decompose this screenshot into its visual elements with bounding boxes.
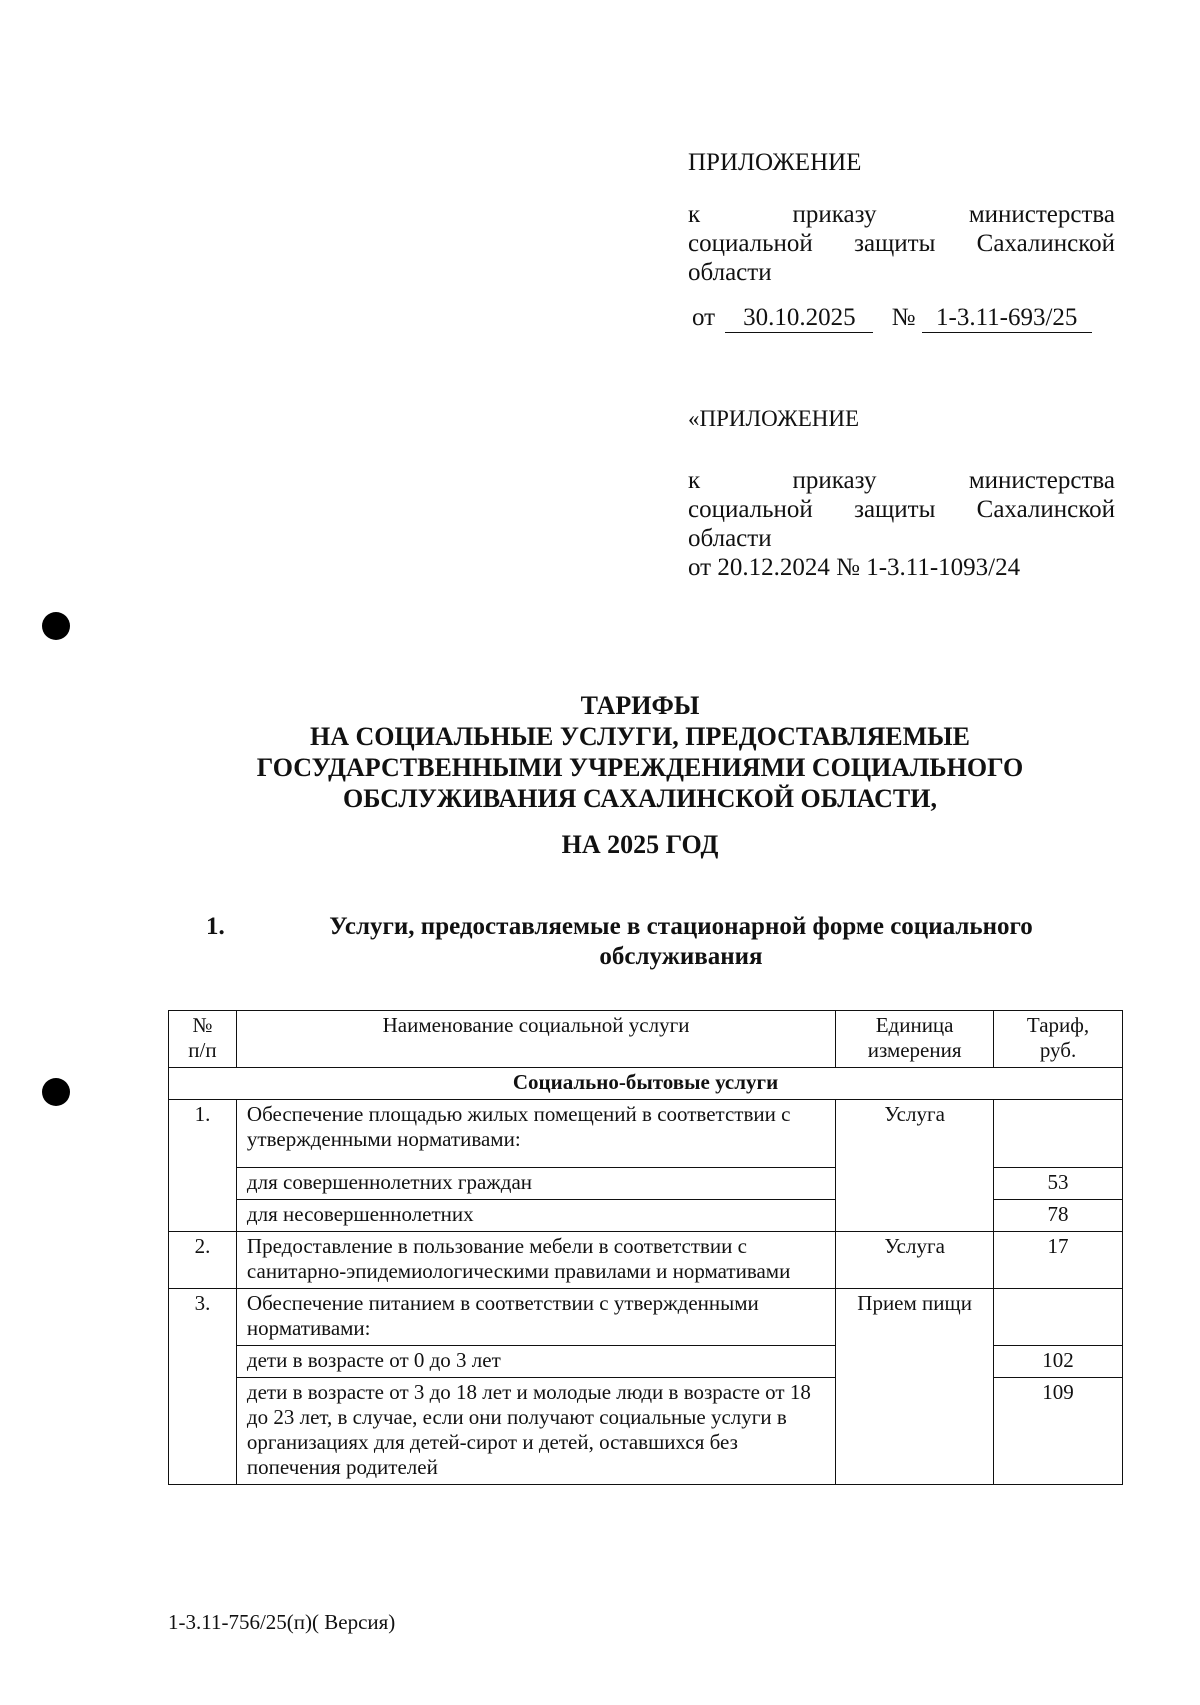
header-text: Единица xyxy=(875,1013,954,1037)
order-date: 30.10.2025 xyxy=(725,303,873,333)
word: министерства xyxy=(968,201,1115,228)
subrow-tariff: 109 xyxy=(994,1378,1123,1485)
annex-current-line3: области xyxy=(688,259,772,286)
document-footer-id: 1-3.11-756/25(п)( Версия) xyxy=(168,1610,396,1634)
header-text: п/п xyxy=(188,1038,217,1062)
row-service-name: Обеспечение площадью жилых помещений в соответствии с утвержденными нормативами: xyxy=(236,1100,835,1168)
subrow-service-name: дети в возрасте от 3 до 18 лет и молодые люди в возрасте от 18 до 23 лет, в случае, если они получают социальные услуги в организациях для детей-сирот и детей, оставшихся без попечения родителей xyxy=(236,1378,835,1485)
tariffs-table xyxy=(168,1010,1123,1485)
header-unit xyxy=(836,1011,994,1068)
row-tariff-empty xyxy=(994,1100,1123,1168)
section-title-line: обслуживания xyxy=(599,943,763,970)
word: социальной xyxy=(688,230,813,257)
group-row xyxy=(169,1068,1123,1100)
section-title xyxy=(276,912,1086,972)
header-tariff xyxy=(994,1011,1123,1068)
word: к xyxy=(688,467,701,494)
table-row xyxy=(169,1232,1123,1289)
title-line: ТАРИФЫ xyxy=(580,691,700,720)
subrow-tariff: 53 xyxy=(994,1168,1123,1200)
title-line: ОБСЛУЖИВАНИЯ САХАЛИНСКОЙ ОБЛАСТИ, xyxy=(343,784,937,813)
header-text: измерения xyxy=(867,1038,962,1062)
number-prefix: № xyxy=(891,304,916,331)
word: защиты xyxy=(854,496,936,523)
word: Сахалинской xyxy=(976,496,1115,523)
annex-current-block xyxy=(688,148,1115,333)
word: министерства xyxy=(968,467,1115,494)
row-unit: Услуга xyxy=(836,1232,994,1289)
title-line: НА СОЦИАЛЬНЫЕ УСЛУГИ, ПРЕДОСТАВЛЯЕМЫЕ xyxy=(309,722,971,751)
order-number: 1-3.11-693/25 xyxy=(922,303,1092,333)
word: защиты xyxy=(854,230,936,257)
group-title: Социально-бытовые услуги xyxy=(169,1068,1123,1100)
word: приказу xyxy=(792,467,877,494)
annex-previous-line3: области xyxy=(688,525,772,552)
row-number: 2. xyxy=(169,1232,237,1289)
title-year-line: НА 2025 ГОД xyxy=(561,830,719,859)
word: социальной xyxy=(688,496,813,523)
annex-current-heading: ПРИЛОЖЕНИЕ xyxy=(688,149,862,176)
row-tariff: 17 xyxy=(994,1232,1123,1289)
header-text: Тариф, xyxy=(1026,1013,1090,1037)
table-header-row xyxy=(169,1011,1123,1068)
annex-previous-heading: «ПРИЛОЖЕНИЕ xyxy=(688,406,860,431)
punch-hole-lower xyxy=(42,1078,70,1106)
document-title xyxy=(160,690,1120,860)
row-service-name: Предоставление в пользование мебели в соответствии с санитарно-эпидемиологическими правилами и нормативами xyxy=(236,1232,835,1289)
word: к xyxy=(688,201,701,228)
subrow-service-name: для совершеннолетних граждан xyxy=(236,1168,835,1200)
word: приказу xyxy=(792,201,877,228)
row-unit: Прием пищи xyxy=(836,1289,994,1485)
header-number xyxy=(169,1011,237,1068)
header-text: руб. xyxy=(1039,1038,1077,1062)
date-prefix: от xyxy=(692,304,716,331)
title-line: ГОСУДАРСТВЕННЫМИ УЧРЕЖДЕНИЯМИ СОЦИАЛЬНОГО xyxy=(256,753,1024,782)
row-number: 1. xyxy=(169,1100,237,1232)
subrow-tariff: 78 xyxy=(994,1200,1123,1232)
row-tariff-empty xyxy=(994,1289,1123,1346)
section-number: 1. xyxy=(206,913,225,940)
subrow-service-name: дети в возрасте от 0 до 3 лет xyxy=(236,1346,835,1378)
annex-previous-block xyxy=(688,404,1115,582)
table-row xyxy=(169,1289,1123,1346)
row-number: 3. xyxy=(169,1289,237,1485)
header-text: № xyxy=(192,1013,213,1037)
annex-previous-line2 xyxy=(688,495,1115,524)
subrow-tariff: 102 xyxy=(994,1346,1123,1378)
annex-current-line1 xyxy=(688,200,1115,229)
annex-current-line2 xyxy=(688,229,1115,258)
subrow-service-name: для несовершеннолетних xyxy=(236,1200,835,1232)
table-row xyxy=(169,1100,1123,1168)
annex-previous-line1 xyxy=(688,466,1115,495)
annex-current-date-line xyxy=(688,303,1115,333)
row-service-name: Обеспечение питанием в соответствии с утвержденными нормативами: xyxy=(236,1289,835,1346)
punch-hole-upper xyxy=(42,612,70,640)
word: Сахалинской xyxy=(976,230,1115,257)
section-title-line: Услуги, предоставляемые в стационарной форме социального xyxy=(329,913,1033,940)
row-unit: Услуга xyxy=(836,1100,994,1232)
annex-previous-line4: от 20.12.2024 № 1-3.11-1093/24 xyxy=(688,554,1021,581)
header-service-name: Наименование социальной услуги xyxy=(236,1011,835,1068)
